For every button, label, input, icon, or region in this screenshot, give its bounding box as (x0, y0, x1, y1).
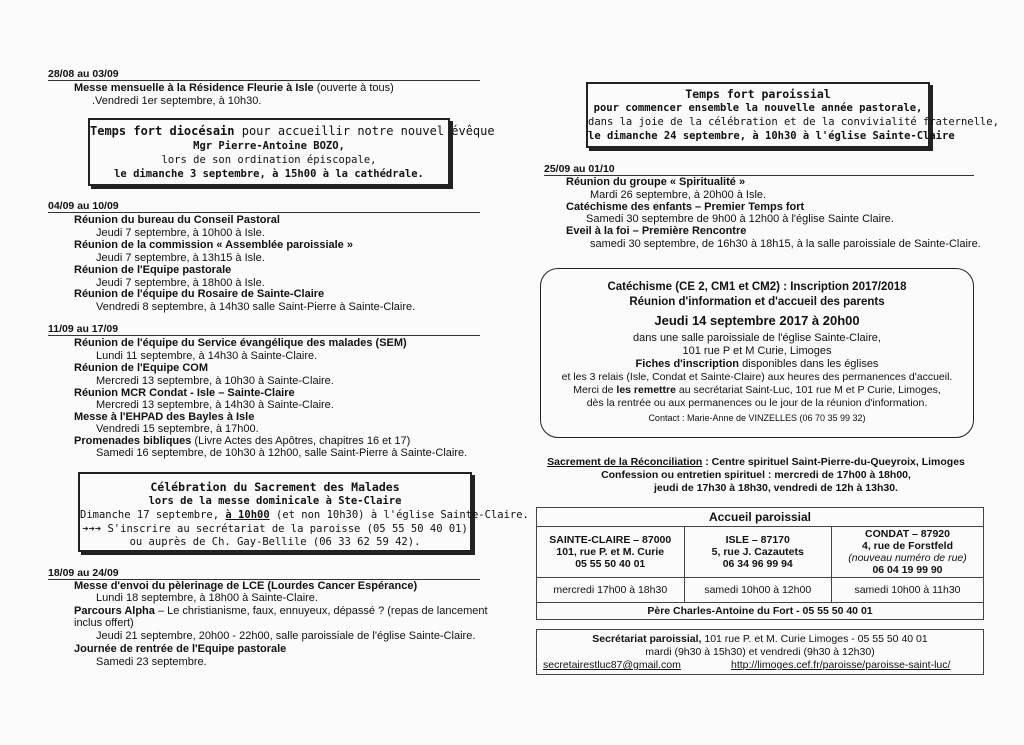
event-detail: .Vendredi 1er septembre, à 10h30. (92, 95, 262, 107)
event-title: Réunion du groupe « Spiritualité » (566, 176, 746, 188)
event-title: Réunion MCR Condat - Isle – Sainte-Claire (74, 387, 295, 399)
hours-condat: samedi 10h00 à 11h30 (832, 578, 984, 603)
event-title: Réunion de l'Equipe COM (74, 362, 209, 374)
event-detail: Samedi 23 septembre. (96, 656, 207, 668)
relais-sainte-claire: SAINTE-CLAIRE – 87000 101, rue P. et M. Curie 05 55 50 40 01 (537, 527, 685, 578)
event-detail: Vendredi 15 septembre, à 17h00. (96, 423, 259, 435)
event-title: Promenades bibliques (Livre Actes des Apôtres, chapitres 16 et 17) (74, 435, 411, 447)
event-detail: Mercredi 13 septembre, à 10h30 à Sainte-Claire. (96, 375, 334, 387)
hours-sainte-claire: mercredi 17h00 à 18h30 (537, 578, 685, 603)
event-detail: Samedi 16 septembre, de 10h30 à 12h00, salle Saint-Pierre à Sainte-Claire. (96, 447, 468, 459)
reconciliation-line-1: Sacrement de la Réconciliation : Centre spirituel Saint-Pierre-du-Queyroix, Limoges (547, 456, 965, 468)
event-title: Journée de rentrée de l'Equipe pastorale (74, 643, 287, 655)
accueil-paroissial-table (536, 507, 984, 620)
event-title: Eveil à la foi – Première Rencontre (566, 225, 747, 237)
event-detail: Jeudi 7 septembre, à 10h00 à Isle. (96, 227, 265, 239)
event-title: Messe mensuelle à la Résidence Fleurie à Isle (ouverte à tous) (74, 82, 394, 94)
reconciliation-line-2: Confession ou entretien spirituel : mercredi de 17h00 à 18h00, (601, 469, 911, 481)
reconciliation-line-3: jeudi de 17h30 à 18h30, vendredi de 12h à 13h30. (654, 482, 898, 494)
relais-isle: ISLE – 87170 5, rue J. Cazautets 06 34 96 99 94 (684, 527, 832, 578)
temps-fort-diocesain-box: Temps fort diocésain pour accueillir notre nouvel évêque Mgr Pierre-Antoine BOZO, lors de son ordination épiscopale, le dimanche 3 septembre, à 15h00 à la cathédrale. (88, 118, 450, 186)
event-title: Messe à l'EHPAD des Bayles à Isle (74, 411, 255, 423)
event-detail: Mardi 26 septembre, à 20h00 à Isle. (590, 189, 767, 201)
event-title: Messe d'envoi du pèlerinage de LCE (Lourdes Cancer Espérance) (74, 580, 418, 592)
temps-fort-paroissial-box: Temps fort paroissial pour commencer ensemble la nouvelle année pastorale, dans la joie de la célébration et de la convivialité fraternelle, le dimanche 24 septembre, à 10h30 à l'église Sainte-Claire (586, 82, 930, 148)
event-title-cont: inclus offert) (74, 617, 134, 629)
week-header-3: 11/09 au 17/09 (48, 323, 480, 336)
event-detail: Lundi 11 septembre, à 14h30 à Sainte-Claire. (96, 350, 318, 362)
event-detail: Jeudi 21 septembre, 20h00 - 22h00, salle paroissiale de l'église Sainte-Claire. (96, 630, 476, 642)
event-detail: Mercredi 13 septembre, à 14h30 à Sainte-Claire. (96, 399, 334, 411)
event-title: Parcours Alpha – Le christianisme, faux, ennuyeux, dépassé ? (repas de lancement (74, 605, 488, 617)
week-header-4: 18/09 au 24/09 (48, 567, 480, 580)
event-title: Réunion du bureau du Conseil Pastoral (74, 214, 280, 226)
event-detail: Jeudi 7 septembre, à 13h15 à Isle. (96, 252, 265, 264)
event-title: Réunion de l'Equipe pastorale (74, 264, 232, 276)
event-detail: Lundi 18 septembre, à 18h00 à Sainte-Claire. (96, 592, 318, 604)
hours-isle: samedi 10h00 à 12h00 (684, 578, 832, 603)
catechisme-box: Catéchisme (CE 2, CM1 et CM2) : Inscription 2017/2018 Réunion d'information et d'accueil des parents Jeudi 14 septembre 2017 à 20h00 dans une salle paroissiale de l'église Sainte-Claire, 101 rue P et M Curie, Limoges Fiches d'inscription disponibles dans les églises et les 3 relais (Isle, Condat et Sainte-Claire) aux heures des permanences d'accueil. Merci de les remettre au secrétariat Saint-Luc, 101 rue M et P Curie, Limoges, dès la rentrée ou aux permanences ou le jour de la réunion d'information. Contact : Marie-Anne de VINZELLES (06 70 35 99 32) (540, 268, 974, 438)
week-header-1: 28/08 au 03/09 (48, 68, 480, 81)
website-link[interactable]: http://limoges.cef.fr/paroisse/paroisse-saint-luc/ (731, 659, 951, 671)
event-detail: Jeudi 7 septembre, à 18h00 à Isle. (96, 277, 265, 289)
email-link[interactable]: secretairestluc87@gmail.com (543, 659, 681, 671)
secretariat-box: Secrétariat paroissial, 101 rue P. et M. Curie Limoges - 05 55 50 40 01 mardi (9h30 à 15h30) et vendredi (9h30 à 12h30) secretairestluc87@gmail.com http://limoges.cef.fr/paroisse/paroisse-saint-luc/ (536, 629, 984, 675)
event-detail: Samedi 30 septembre de 9h00 à 12h00 à l'église Sainte Claire. (586, 213, 894, 225)
accueil-title: Accueil paroissial (537, 508, 984, 527)
event-title: Réunion de l'équipe du Rosaire de Sainte-Claire (74, 288, 325, 300)
week-header-2: 04/09 au 10/09 (48, 200, 480, 213)
event-title: Réunion de l'équipe du Service évangélique des malades (SEM) (74, 337, 407, 349)
relais-condat: CONDAT – 87920 4, rue de Forstfeld (nouveau numéro de rue) 06 04 19 99 90 (832, 527, 984, 578)
event-title: Catéchisme des enfants – Premier Temps fort (566, 201, 805, 213)
sacrement-malades-box: Célébration du Sacrement des Malades lors de la messe dominicale à Ste-Claire Dimanche 17 septembre, à 10h00 (et non 10h30) à l'église Sainte-Claire. ➔➔➔ S'inscrire au secrétariat de la paroisse (05 55 50 40 01) ou auprès de Ch. Gay-Bellile (06 33 62 59 42). (78, 472, 472, 552)
event-title: Réunion de la commission « Assemblée paroissiale » (74, 239, 353, 251)
event-detail: samedi 30 septembre, de 16h30 à 18h15, à la salle paroissiale de Sainte-Claire. (590, 238, 981, 250)
priest-contact: Père Charles-Antoine du Fort - 05 55 50 40 01 (537, 603, 984, 620)
event-detail: Vendredi 8 septembre, à 14h30 salle Saint-Pierre à Sainte-Claire. (96, 301, 416, 313)
week-header-5: 25/09 au 01/10 (544, 163, 974, 176)
